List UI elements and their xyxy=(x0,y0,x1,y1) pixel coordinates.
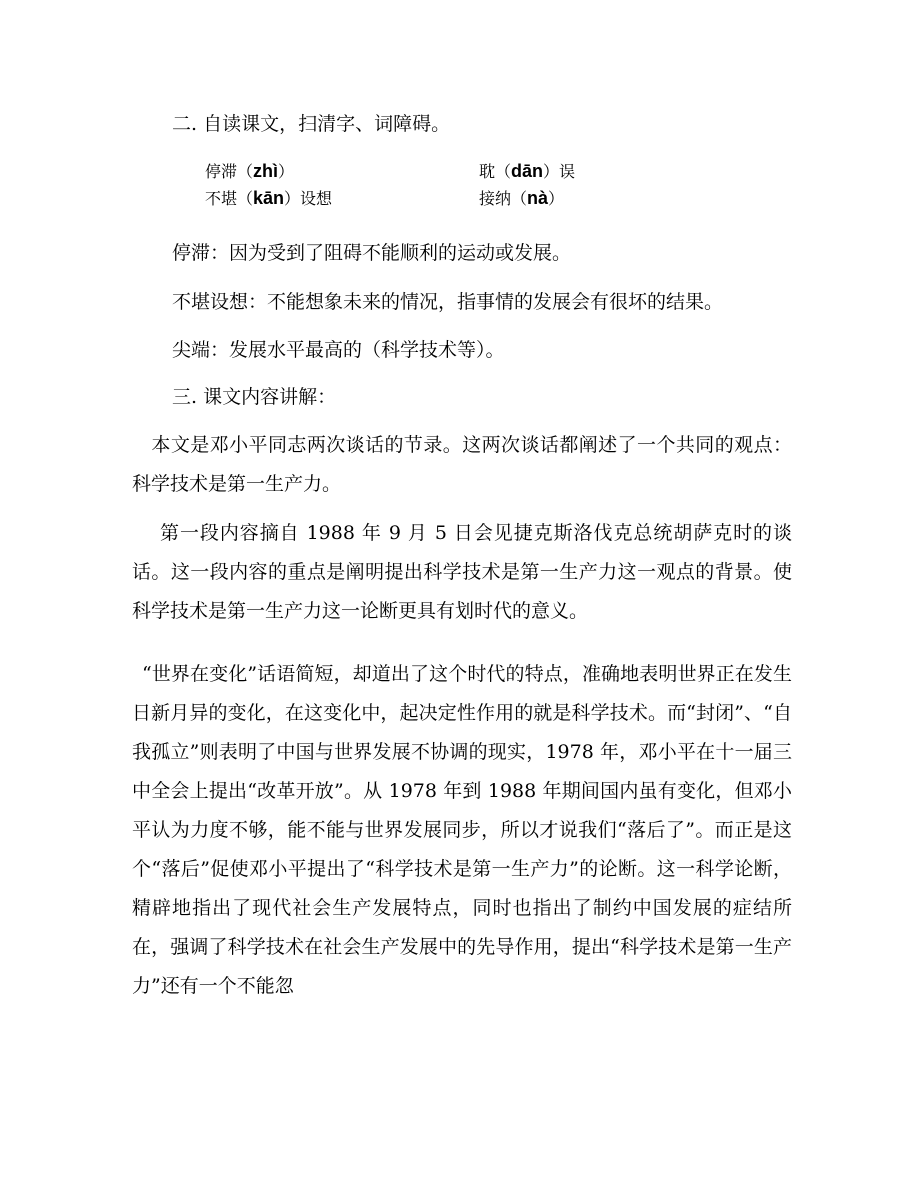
vocab-word-end: ） xyxy=(548,189,565,208)
paragraph-world-changing: “世界在变化”话语简短，却道出了这个时代的特点，准确地表明世界正在发生日新月异的变化，在这变化中，起决定性作用的就是科学技术。而“封闭”、“自我孤立”则表明了中国与世界发展不协调的现实，1978 年，邓小平在十一届三中全会上提出“改革开放”。从 1978 年到 1988 年期间国内虽有变化，但邓小平认为力度不够，能不能与世界发展同步，所以才说我们“落后了”。而正是这个“落后”促使邓小平提出了“科学技术是第一生产力”的论断。这一科学论断，精辟地指出了现代社会生产发展特点，同时也指出了制约中国发展的症结所在，强调了科学技术在社会生产发展中的先导作用，提出“科学技术是第一生产力”还有一个不能忽 xyxy=(132,663,792,997)
vocab-word-end: ） xyxy=(278,162,295,181)
vocab-word-end: ）误 xyxy=(543,162,576,181)
vocab-item-na xyxy=(479,188,564,209)
vocab-word: 接纳（ xyxy=(479,189,528,208)
vocab-word: 不堪（ xyxy=(205,189,254,208)
vocab-item-kan xyxy=(205,188,332,209)
vocab-pinyin: nà xyxy=(527,188,549,208)
vocab-word: 停滞（ xyxy=(205,162,254,181)
paragraph-first-section: 第一段内容摘自 1988 年 9 月 5 日会见捷克斯洛伐克总统胡萨克时的谈话。这一段内容的重点是阐明提出科学技术是第一生产力这一观点的背景。使科学技术是第一生产力这一论断更具有划时代的意义。 xyxy=(132,522,792,622)
vocab-pinyin: dān xyxy=(511,161,544,181)
vocab-item-dan xyxy=(479,161,575,182)
definition-cutting-edge: 尖端：发展水平最高的（科学技术等）。 xyxy=(172,339,505,361)
vocab-word-end: ）设想 xyxy=(284,189,333,208)
section-heading-2: 二. 自读课文，扫清字、词障碍。 xyxy=(172,113,451,135)
vocab-pinyin: kān xyxy=(253,188,285,208)
vocab-word: 耽（ xyxy=(479,162,512,181)
vocab-item-zhi xyxy=(205,161,294,182)
definition-unimaginable: 不堪设想：不能想象未来的情况，指事情的发展会有很坏的结果。 xyxy=(172,291,724,313)
vocab-pinyin: zhì xyxy=(253,161,279,181)
section-heading-3: 三. 课文内容讲解： xyxy=(172,386,337,408)
paragraph-intro: 本文是邓小平同志两次谈话的节录。这两次谈话都阐述了一个共同的观点：科学技术是第一生产力。 xyxy=(132,434,792,495)
definition-stagnation: 停滞：因为受到了阻碍不能顺利的运动或发展。 xyxy=(172,242,572,264)
